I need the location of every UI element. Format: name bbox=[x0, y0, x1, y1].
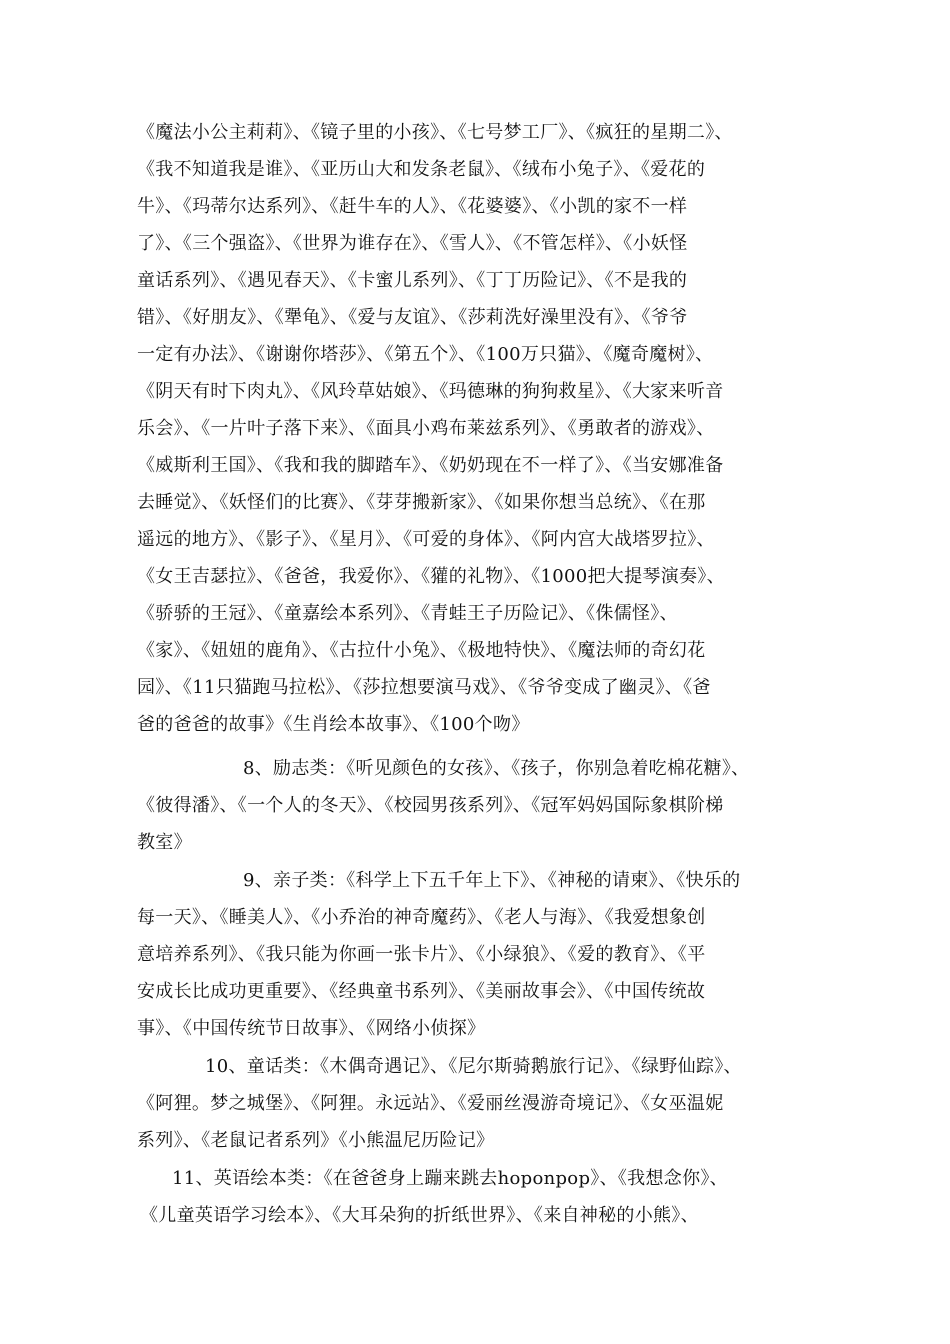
text-line: 系列》、《老鼠记者系列》《小熊温尼历险记》 bbox=[137, 1130, 495, 1151]
section-heading-line: 9、亲子类：《科学上下五千年上下》、《神秘的请柬》、《快乐的 bbox=[243, 870, 741, 891]
text-line: 《阴天有时下肉丸》、《风玲草姑娘》、《玛德琳的狗狗救星》、《大家来听音 bbox=[137, 381, 724, 402]
text-line: 园》、《11只猫跑马拉松》、《莎拉想要演马戏》、《爷爷变成了幽灵》、《爸 bbox=[137, 677, 711, 698]
text-line: 《骄骄的王冠》、《童嘉绘本系列》、《青蛙王子历险记》、《侏儒怪》、 bbox=[137, 603, 678, 624]
text-line: 爸的爸爸的故事》《生肖绘本故事》、《100个吻》 bbox=[137, 714, 530, 735]
text-line: 童话系列》、《遇见春天》、《卡蜜儿系列》、《丁丁历险记》、《不是我的 bbox=[137, 270, 688, 291]
section-heading-line: 11、英语绘本类：《在爸爸身上蹦来跳去hoponpop》、《我想念你》、 bbox=[172, 1168, 728, 1189]
text-line: 教室》 bbox=[137, 832, 192, 853]
text-line: 《阿狸。梦之城堡》、《阿狸。永远站》、《爱丽丝漫游奇境记》、《女巫温妮 bbox=[137, 1093, 724, 1114]
text-line: 去睡觉》、《妖怪们的比赛》、《芽芽搬新家》、《如果你想当总统》、《在那 bbox=[137, 492, 706, 513]
text-line: 错》、《好朋友》、《犟龟》、《爱与友谊》、《莎莉洗好澡里没有》、《爷爷 bbox=[137, 307, 688, 328]
text-line: 《家》、《妞妞的鹿角》、《古拉什小兔》、《极地特快》、《魔法师的奇幻花 bbox=[137, 640, 706, 661]
text-line: 《儿童英语学习绘本》、《大耳朵狗的折纸世界》、《来自神秘的小熊》、 bbox=[140, 1205, 699, 1226]
text-line: 《威斯利王国》、《我和我的脚踏车》、《奶奶现在不一样了》、《当安娜准备 bbox=[137, 455, 724, 476]
text-line: 《我不知道我是谁》、《亚历山大和发条老鼠》、《绒布小兔子》、《爱花的 bbox=[137, 159, 706, 180]
text-line: 安成长比成功更重要》、《经典童书系列》、《美丽故事会》、《中国传统故 bbox=[137, 981, 706, 1002]
text-line: 事》、《中国传统节日故事》、《网络小侦探》 bbox=[137, 1018, 486, 1039]
text-line: 乐会》、《一片叶子落下来》、《面具小鸡布莱兹系列》、《勇敢者的游戏》、 bbox=[137, 418, 715, 439]
text-line: 牛》、《玛蒂尔达系列》、《赶牛车的人》、《花婆婆》、《小凯的家不一样 bbox=[137, 196, 688, 217]
text-line: 《彼得潘》、《一个人的冬天》、《校园男孩系列》、《冠军妈妈国际象棋阶梯 bbox=[137, 795, 724, 816]
text-line: 每一天》、《睡美人》、《小乔治的神奇魔药》、《老人与海》、《我爱想象创 bbox=[137, 907, 706, 928]
text-line: 意培养系列》、《我只能为你画一张卡片》、《小绿狼》、《爱的教育》、《平 bbox=[137, 944, 706, 965]
text-line: 一定有办法》、《谢谢你塔莎》、《第五个》、《100万只猫》、《魔奇魔树》、 bbox=[137, 344, 714, 365]
section-heading-line: 8、励志类：《听见颜色的女孩》、《孩子，你别急着吃棉花糖》、 bbox=[243, 758, 750, 779]
text-line: 《女王吉瑟拉》、《爸爸，我爱你》、《獾的礼物》、《1000把大提琴演奏》、 bbox=[137, 566, 725, 587]
section-heading-line: 10、童话类：《木偶奇遇记》、《尼尔斯骑鹅旅行记》、《绿野仙踪》、 bbox=[205, 1056, 742, 1077]
text-line: 了》、《三个强盗》、《世界为谁存在》、《雪人》、《不管怎样》、《小妖怪 bbox=[137, 233, 688, 254]
text-line: 遥远的地方》、《影子》、《星月》、《可爱的身体》、《阿内宫大战塔罗拉》、 bbox=[137, 529, 715, 550]
text-line: 《魔法小公主莉莉》、《镜子里的小孩》、《七号梦工厂》、《疯狂的星期二》、 bbox=[137, 122, 733, 143]
